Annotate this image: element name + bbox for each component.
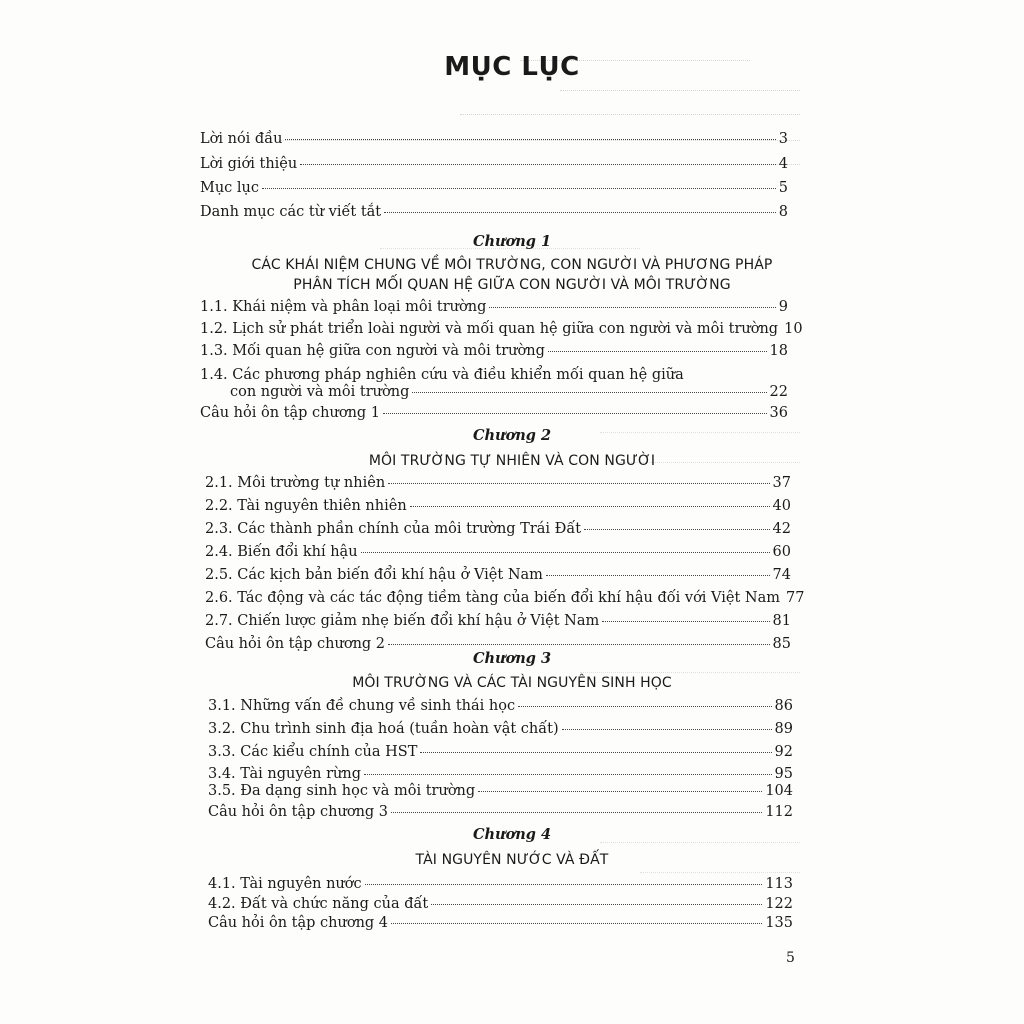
toc-entry-page: 40 [772,498,791,514]
dot-leader [412,392,766,393]
dot-leader [391,812,762,813]
dot-leader [431,904,762,905]
toc-entry[interactable] [230,383,788,401]
toc-entry-label: 2.3. Các thành phần chính của môi trường Trái Đất [205,521,582,537]
toc-entry[interactable] [205,612,791,630]
dot-leader [285,139,775,140]
toc-entry-page: 5 [778,180,788,196]
chapter-title: PHÂN TÍCH MỐI QUAN HỆ GIỮA CON NGƯỜI VÀ MÔI TRƯỜNG [293,277,731,293]
toc-entry-page: 42 [772,521,791,537]
toc-entry-label: 4.2. Đất và chức năng của đất [208,896,429,912]
toc-entry-label: Câu hỏi ôn tập chương 2 [205,636,386,652]
toc-entry-page: 10 [784,321,803,337]
chapter-label: Chương 4 [472,826,552,843]
toc-entry-page: 3 [778,131,788,147]
toc-entry-page: 112 [765,804,793,820]
toc-entry-label: 1.1. Khái niệm và phân loại môi trường [200,299,487,315]
toc-entry-page: 8 [778,204,788,220]
toc-entry-page: 18 [769,343,788,359]
chapter-title: TÀI NGUYÊN NƯỚC VÀ ĐẤT [415,852,609,868]
toc-entry[interactable] [205,520,791,538]
dot-leader [391,923,762,924]
chapter-label: Chương 3 [472,650,552,667]
toc-entry[interactable] [200,130,788,148]
toc-entry-label: 2.6. Tác động và các tác động tiềm tàng của biến đổi khí hậu đối với Việt Nam [205,590,780,606]
toc-entry-page: 92 [774,744,793,760]
toc-entry[interactable] [200,320,803,338]
dot-leader [478,791,762,792]
toc-entry-label: 1.2. Lịch sử phát triển loài người và mối quan hệ giữa con người và môi trường [200,321,779,337]
toc-entry-label: 2.4. Biến đổi khí hậu [205,544,358,560]
dot-leader [384,212,776,213]
toc-entry-page: 36 [769,405,788,421]
toc-entry-page: 113 [765,876,793,892]
toc-entry[interactable] [200,155,788,173]
dot-leader [388,483,769,484]
toc-entry-first-line: 1.4. Các phương pháp nghiên cứu và điều khiển mối quan hệ giữa [200,367,684,383]
toc-entry-page: 135 [765,915,793,931]
toc-entry[interactable] [205,566,791,584]
toc-entry[interactable] [200,342,788,360]
toc-entry-page: 122 [765,896,793,912]
toc-entry[interactable] [208,914,793,932]
toc-entry-page: 89 [774,721,793,737]
dot-leader [489,307,775,308]
toc-entry-label: 1.3. Mối quan hệ giữa con người và môi trường [200,343,545,359]
toc-entry[interactable] [205,543,791,561]
toc-entry-label: 2.2. Tài nguyên thiên nhiên [205,498,407,514]
toc-entry-page: 9 [778,299,788,315]
toc-entry[interactable] [208,697,793,715]
toc-entry[interactable] [200,298,788,316]
toc-entry[interactable] [205,589,805,607]
dot-leader [548,351,767,352]
toc-entry-label: Câu hỏi ôn tập chương 4 [208,915,389,931]
toc-entry[interactable] [205,474,791,492]
toc-entry-label: Mục lục [200,180,260,196]
page-number: 5 [786,950,795,966]
chapter-title: MÔI TRƯỜNG VÀ CÁC TÀI NGUYÊN SINH HỌC [352,675,672,691]
toc-entry-label: Câu hỏi ôn tập chương 1 [200,405,381,421]
toc-entry[interactable] [200,404,788,422]
toc-entry-label: 3.3. Các kiểu chính của HST [208,744,418,760]
toc-entry-label: Lời giới thiệu [200,156,298,172]
dot-leader [546,575,770,576]
toc-entry-label: 2.1. Môi trường tự nhiên [205,475,386,491]
toc-entry[interactable] [208,743,793,761]
toc-entry[interactable] [205,497,791,515]
toc-entry-page: 4 [778,156,788,172]
toc-entry-label: 3.1. Những vấn đề chung về sinh thái học [208,698,516,714]
toc-entry[interactable] [208,765,793,783]
toc-entry-page: 37 [772,475,791,491]
chapter-title: CÁC KHÁI NIỆM CHUNG VỀ MÔI TRƯỜNG, CON NGƯỜI VÀ PHƯƠNG PHÁP [251,257,773,273]
dot-leader [365,884,763,885]
toc-entry[interactable] [208,720,793,738]
dot-leader [518,706,771,707]
dot-leader [300,164,776,165]
dot-leader [361,552,770,553]
toc-entry[interactable] [208,803,793,821]
toc-entry-page: 22 [769,384,788,400]
toc-entry-page: 104 [765,783,793,799]
toc-entry-label: Câu hỏi ôn tập chương 3 [208,804,389,820]
dot-leader [383,413,767,414]
dot-leader [420,752,771,753]
toc-entry[interactable] [208,875,793,893]
dot-leader [410,506,770,507]
toc-entry-label: Lời nói đầu [200,131,283,147]
toc-entry-page: 95 [774,766,793,782]
toc-entry-label: 3.4. Tài nguyên rừng [208,766,361,782]
toc-entry-label: 2.5. Các kịch bản biến đổi khí hậu ở Việt Nam [205,567,543,583]
toc-entry-page: 77 [786,590,805,606]
chapter-label: Chương 2 [472,427,552,444]
toc-entry-page: 86 [774,698,793,714]
dot-leader [602,621,769,622]
toc-entry-page: 81 [772,613,791,629]
toc-entry[interactable] [208,895,793,913]
chapter-title: MÔI TRƯỜNG TỰ NHIÊN VÀ CON NGƯỜI [368,453,656,469]
toc-entry-label: 2.7. Chiến lược giảm nhẹ biến đổi khí hậu ở Việt Nam [205,613,600,629]
toc-entry-label: 4.1. Tài nguyên nước [208,876,362,892]
toc-entry-page: 74 [772,567,791,583]
dot-leader [562,729,772,730]
dot-leader [388,644,770,645]
dot-leader [364,774,772,775]
toc-entry-label: con người và môi trường [230,384,410,400]
toc-entry-label: Danh mục các từ viết tắt [200,204,382,220]
toc-entry[interactable] [208,782,793,800]
toc-entry-label: 3.2. Chu trình sinh địa hoá (tuần hoàn vật chất) [208,721,559,737]
toc-entry-page: 60 [772,544,791,560]
toc-entry-page: 85 [772,636,791,652]
toc-entry-label: 3.5. Đa dạng sinh học và môi trường [208,783,476,799]
page-title: MỤC LỤC [444,52,580,82]
dot-leader [262,188,776,189]
toc-entry[interactable] [200,179,788,197]
chapter-label: Chương 1 [472,233,552,250]
dot-leader [584,529,769,530]
toc-entry[interactable] [200,203,788,221]
